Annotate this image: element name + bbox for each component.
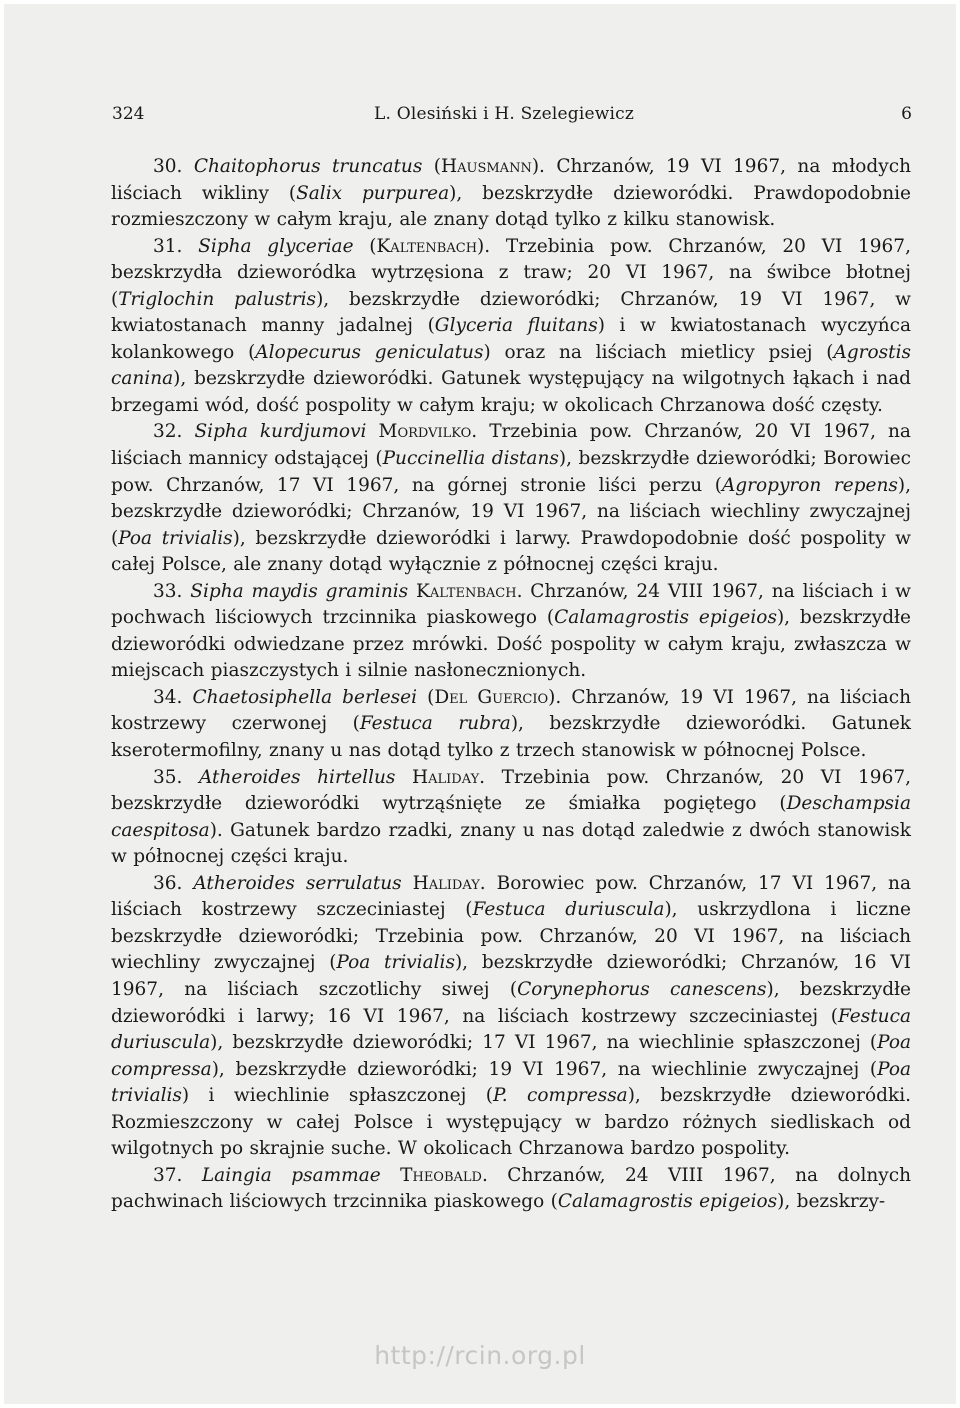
- entry-32: [111, 419, 911, 578]
- entry-text: . Chrzanów, 24 VIII 1967, na liściach i w pochwach liściowych trzcinnika piaskowego (: [111, 580, 911, 629]
- entry-text: ), bezskrzydłe dzieworódki; 17 VI 1967, na wiechlinie spłaszczonej (: [210, 1032, 878, 1054]
- host-plant: Festuca rubra: [359, 713, 511, 735]
- article-body: [111, 154, 911, 1216]
- entry-text: ), bezskrzydłe dzieworódki; Borowiec pow. Chrzanów, 17 VI 1967, na górnej stronie liści perzu (: [111, 448, 911, 496]
- host-plant: Poa trivialis: [111, 1058, 911, 1107]
- species-author: Kaltenbach: [376, 235, 478, 257]
- host-plant: Agrostis canina: [111, 341, 911, 390]
- entry-text: ) oraz na liściach mietlicy psiej (: [483, 341, 834, 363]
- entry-35: [111, 765, 911, 871]
- species-name: Sipha glyceriae: [198, 235, 354, 257]
- species-name: Sipha maydis graminis: [190, 580, 409, 602]
- entry-text: ), bezskrzydłe dzieworódki i larwy. Prawdopodobnie dość pospolity w całej Polsce, ale znany dotąd wyłącznie z północnej części kraju.: [111, 527, 912, 576]
- entry-text: ), bezskrzydłe dzieworódki. Gatunek występujący na wilgotnych łąkach i nad brzegami wód, dość pospolity w całym kraju; w okolicach Chrzanowa dość częsty.: [111, 368, 911, 416]
- entry-text: ), uskrzydlona i liczne bezskrzydłe dzieworódki; Trzebinia pow. Chrzanów, 20 VI 1967, na liściach wiechliny zwyczajnej (: [111, 899, 911, 974]
- host-plant: Corynephorus canescens: [517, 978, 767, 1000]
- entry-31: 31. Sipha glyceriae (Kaltenbach). Trzebinia pow. Chrzanów, 20 VI 1967, bezskrzydła dzieworódka wytrzęsiona z traw; 20 VI 1967, na świbce błotnej (Triglochin palustris), bezskrzydłe dzieworódki; Chrzanów, 19 VI 1967, w kwiatostanach manny jadalnej (Glyceria fluitans) i w kwiatostanach wyczyńca kolankowego (Alopecurus geniculatus) oraz na liściach mietlicy psiej (Agrostis canina), bezskrzydłe dzieworódki. Gatunek występujący na wilgotnych łąkach i nad brzegami wód, dość pospolity w całym kraju; w okolicach Chrzanowa dość częsty.: [111, 235, 912, 416]
- host-plant: P. compressa: [493, 1085, 628, 1107]
- species-name: Atheroides hirtellus: [199, 766, 396, 788]
- page-scan: [4, 4, 956, 1404]
- entry-text: . Chrzanów, 24 VIII 1967, na dolnych pachwinach liściowych trzcinnika piaskowego (: [111, 1164, 912, 1213]
- entry-text: ), bezskrzydłe dzieworódki. Rozmieszczony w całej Polsce i występujący w bardzo różnych siedliskach od wilgotnych po skrajnie suche. W okolicach Chrzanowa bardzo pospolity.: [111, 1085, 911, 1160]
- entry-number: 35.: [153, 766, 183, 788]
- entry-text: ), bezskrzydłe dzieworódki. Gatunek kserotermofilny, znany u nas dotąd tylko z trzech stanowisk w północnej Polsce.: [111, 713, 911, 762]
- species-name: Sipha kurdjumovi: [194, 421, 367, 443]
- entry-text: . Trzebinia pow. Chrzanów, 20 VI 1967, bezskrzydła dzieworódka wytrzęsiona z traw; 20 VI 1967, na świbce błotnej (: [111, 235, 911, 310]
- host-plant: Poa compressa: [111, 1032, 911, 1080]
- entry-37: [111, 1163, 911, 1216]
- species-author: Kaltenbach: [416, 580, 517, 602]
- entry-36: [111, 871, 911, 1163]
- host-plant: Salix purpurea: [296, 182, 450, 204]
- entry-number: 30.: [153, 156, 183, 177]
- species-name: Chaetosiphella berlesei: [192, 686, 418, 708]
- species-author: Theobald: [400, 1164, 482, 1186]
- species-author: Haliday: [412, 872, 480, 894]
- running-head-authors: L. Olesiński i H. Szelegiewicz: [374, 104, 634, 124]
- entry-text: . Trzebinia pow. Chrzanów, 20 VI 1967, na liściach mannicy odstającej (: [111, 421, 911, 470]
- host-plant: Agropyron repens: [721, 474, 898, 496]
- entry-text: . Trzebinia pow. Chrzanów, 20 VI 1967, bezskrzydłe dzieworódki wytrząśnięte ze śmiałka pogiętego (: [111, 766, 911, 815]
- entry-number: 34.: [153, 686, 183, 708]
- species-name: Atheroides serrulatus: [193, 872, 402, 894]
- entry-text: . Chrzanów, 19 VI 1967, na młodych liściach wikliny (: [111, 156, 912, 204]
- page-number: 324: [112, 104, 145, 124]
- host-plant: Festuca duriuscula: [111, 1005, 911, 1054]
- entry-text: ). Gatunek bardzo rzadki, znany u nas dotąd zaledwie z dwóch stanowisk w północnej części kraju.: [111, 819, 911, 868]
- entry-number: 32.: [153, 421, 183, 443]
- host-plant: Deschampsia caespitosa: [111, 793, 911, 841]
- host-plant: Triglochin palustris: [118, 288, 317, 310]
- species-author: Mordvilko: [378, 421, 472, 443]
- entry-text: ), bezskrzydłe dzieworódki i larwy; 16 VI 1967, na liściach kostrzewy szczeciniastej (: [111, 978, 911, 1027]
- entry-30: 30. Chaitophorus truncatus (Hausmann). Chrzanów, 19 VI 1967, na młodych liściach wikliny (Salix purpurea), bezskrzydłe dzieworódki. Prawdopodobnie rozmieszczony w całym kraju, ale znany dotąd tylko z kilku stanowisk.: [111, 156, 912, 231]
- entry-number: 36.: [153, 872, 183, 894]
- host-plant: Calamagrostis epigeios: [557, 1191, 778, 1213]
- species-name: Chaitophorus truncatus: [193, 156, 423, 177]
- entry-text: ), bezskrzydłe dzieworódki odwiedzane przez mrówki. Dość pospolity w całym kraju, zwłaszcza w miejscach piaszczystych i silnie nasłonecznionych.: [111, 607, 911, 682]
- entry-text: ), bezskrzydłe dzieworódki. Prawdopodobnie rozmieszczony w całym kraju, ale znany dotąd tylko z kilku stanowisk.: [111, 182, 912, 231]
- species-name: Laingia psammae: [201, 1164, 381, 1186]
- entry-number: 31.: [153, 235, 183, 257]
- entry-text: ), bezskrzydłe dzieworódki; Chrzanów, 19 VI 1967, w kwiatostanach manny jadalnej (: [111, 288, 912, 337]
- entry-text: . Chrzanów, 19 VI 1967, na liściach kostrzewy czerwonej (: [111, 686, 911, 735]
- entry-text: ) i w kwiatostanach wyczyńca kolankowego (: [111, 315, 912, 363]
- entry-text: . Borowiec pow. Chrzanów, 17 VI 1967, na liściach kostrzewy szczeciniastej (: [111, 872, 911, 921]
- entry-text: ) i wiechlinie spłaszczonej (: [181, 1085, 494, 1107]
- host-plant: Alopecurus geniculatus: [255, 341, 484, 363]
- host-plant: Poa trivialis: [118, 527, 233, 549]
- species-author: Hausmann: [440, 156, 532, 177]
- host-plant: Poa trivialis: [336, 952, 455, 974]
- host-plant: Puccinellia distans: [382, 448, 559, 470]
- host-plant: Calamagrostis epigeios: [554, 607, 777, 629]
- host-plant: Festuca duriuscula: [472, 899, 665, 921]
- entry-33: [111, 579, 911, 685]
- section-number: 6: [901, 104, 912, 124]
- watermark-url: http://rcin.org.pl: [374, 1341, 586, 1370]
- entry-text: ), bezskrzy-: [777, 1191, 886, 1213]
- species-author: Haliday: [412, 766, 480, 788]
- entry-text: ), bezskrzydłe dzieworódki; Chrzanów, 19 VI 1967, na liściach wiechliny zwyczajnej (: [111, 474, 911, 549]
- entry-text: ), bezskrzydłe dzieworódki; Chrzanów, 16 VI 1967, na liściach szczotlichy siwej (: [111, 952, 911, 1000]
- entry-number: 33.: [153, 580, 183, 602]
- entry-34: 34. Chaetosiphella berlesei (Del Guercio). Chrzanów, 19 VI 1967, na liściach kostrzewy czerwonej (Festuca rubra), bezskrzydłe dzieworódki. Gatunek kserotermofilny, znany u nas dotąd tylko z trzech stanowisk w północnej Polsce.: [111, 686, 911, 762]
- entry-text: ), bezskrzydłe dzieworódki; 19 VI 1967, na wiechlinie zwyczajnej (: [211, 1058, 878, 1080]
- running-header: [112, 102, 912, 126]
- host-plant: Glyceria fluitans: [434, 315, 598, 337]
- species-author: Del Guercio: [434, 686, 549, 708]
- entry-number: 37.: [153, 1164, 183, 1186]
